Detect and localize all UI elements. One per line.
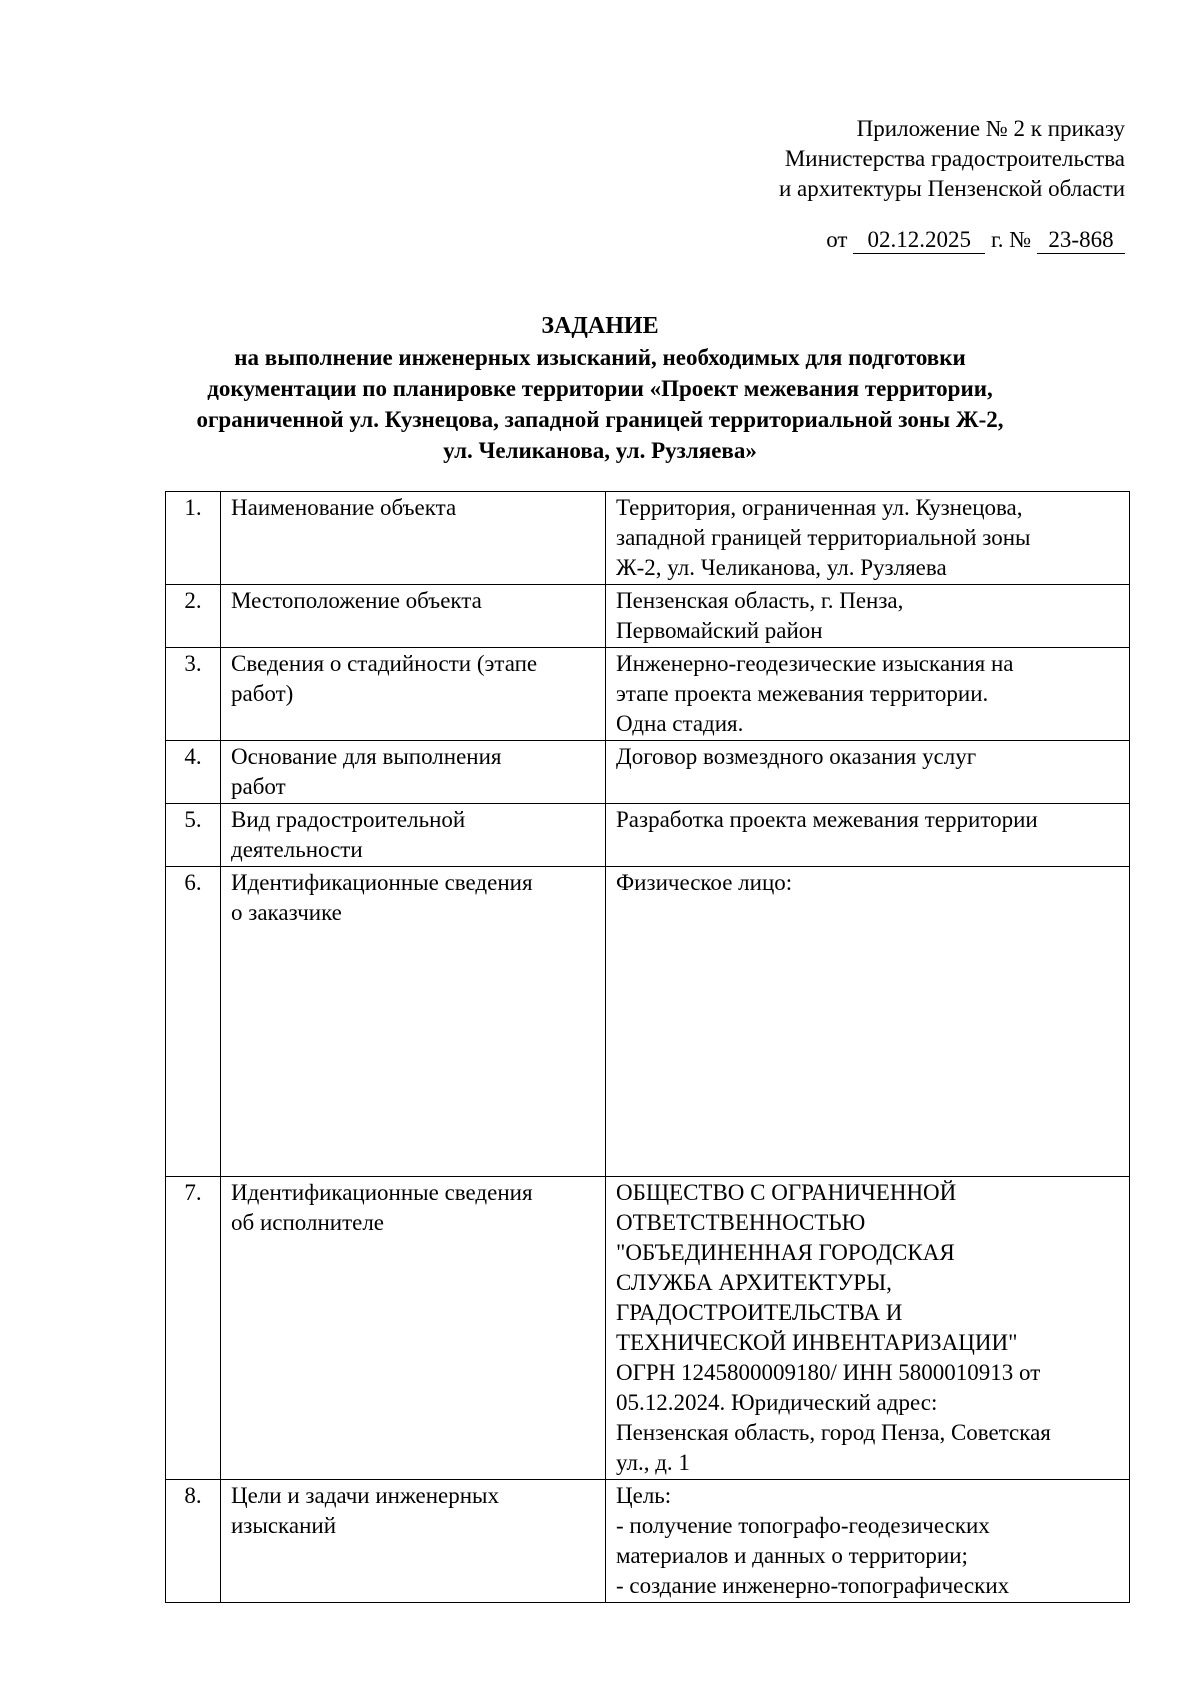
- row-field-name: Наименование объекта: [221, 492, 606, 585]
- row-field-name: Цели и задачи инженерных изысканий: [221, 1480, 606, 1603]
- table-row: [166, 867, 1130, 1177]
- row-field-name: Вид градостроительной деятельности: [221, 804, 606, 867]
- row-number: 6.: [166, 867, 221, 1177]
- order-number: 23-868: [1037, 227, 1125, 254]
- row-field-value: Разработка проекта межевания территории: [606, 804, 1130, 867]
- row-number: 8.: [166, 1480, 221, 1603]
- row-field-value: Физическое лицо:: [606, 867, 1130, 1177]
- row-field-value: Территория, ограниченная ул. Кузнецова, западной границей территориальной зоны Ж-2, ул. Челиканова, ул. Рузляева: [606, 492, 1130, 585]
- table-row: [166, 585, 1130, 648]
- document-title-line-1: на выполнение инженерных изысканий, необходимых для подготовки: [234, 345, 966, 370]
- table-row: [166, 648, 1130, 741]
- order-from-label: от: [826, 227, 848, 252]
- row-field-value: Договор возмездного оказания услуг: [606, 741, 1130, 804]
- row-field-name: Идентификационные сведения о заказчике: [221, 867, 606, 1177]
- row-number: 5.: [166, 804, 221, 867]
- document-title-line-4: ул. Челиканова, ул. Рузляева»: [443, 438, 757, 463]
- order-number-label: №: [1009, 227, 1032, 252]
- row-number: 7.: [166, 1177, 221, 1480]
- table-row: [166, 1480, 1130, 1603]
- row-number: 3.: [166, 648, 221, 741]
- document-title: [150, 311, 1050, 466]
- row-field-name: Основание для выполнения работ: [221, 741, 606, 804]
- order-year-suffix: г.: [990, 227, 1004, 252]
- row-number: 2.: [166, 585, 221, 648]
- document-title-main: ЗАДАНИЕ: [541, 313, 659, 339]
- row-field-value: Пензенская область, г. Пенза, Первомайский район: [606, 585, 1130, 648]
- appendix-header: [779, 114, 1125, 204]
- row-number: 4.: [166, 741, 221, 804]
- table-row: [166, 741, 1130, 804]
- row-field-value: Цель: - получение топографо-геодезических материалов и данных о территории; - создание инженерно-топографических: [606, 1480, 1130, 1603]
- order-reference: [826, 225, 1125, 255]
- row-number: 1.: [166, 492, 221, 585]
- row-field-name: Местоположение объекта: [221, 585, 606, 648]
- row-field-value: ОБЩЕСТВО С ОГРАНИЧЕННОЙ ОТВЕТСТВЕННОСТЬЮ "ОБЪЕДИНЕННАЯ ГОРОДСКАЯ СЛУЖБА АРХИТЕКТУРЫ, ГРАДОСТРОИТЕЛЬСТВА И ТЕХНИЧЕСКОЙ ИНВЕНТАРИЗАЦИИ" ОГРН 1245800009180/ ИНН 5800010913 от 05.12.2024. Юридический адрес: Пензенская область, город Пенза, Советская ул., д. 1: [606, 1177, 1130, 1480]
- document-title-line-2: документации по планировке территории «Проект межевания территории,: [207, 376, 993, 401]
- row-field-value: Инженерно-геодезические изыскания на этапе проекта межевания территории. Одна стадия.: [606, 648, 1130, 741]
- appendix-header-line-3: и архитектуры Пензенской области: [778, 176, 1125, 201]
- table-row: [166, 1177, 1130, 1480]
- table-row: [166, 492, 1130, 585]
- appendix-header-line-1: Приложение № 2 к приказу: [856, 116, 1125, 141]
- assignment-table: [165, 491, 1130, 1603]
- order-date: 02.12.2025: [853, 227, 985, 254]
- table-row: [166, 804, 1130, 867]
- document-title-line-3: ограниченной ул. Кузнецова, западной границей территориальной зоны Ж-2,: [196, 407, 1004, 432]
- row-field-name: Идентификационные сведения об исполнителе: [221, 1177, 606, 1480]
- row-field-name: Сведения о стадийности (этапе работ): [221, 648, 606, 741]
- appendix-header-line-2: Министерства градостроительства: [784, 146, 1125, 171]
